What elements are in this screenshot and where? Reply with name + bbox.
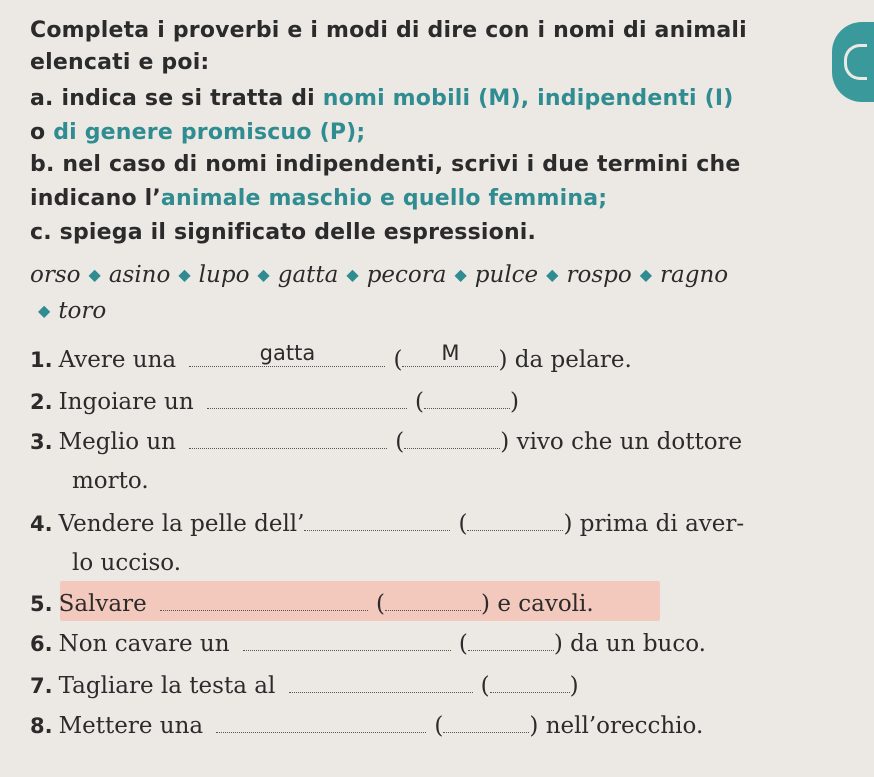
instruction-line-2: elencati e poi: xyxy=(30,50,210,75)
answer-blank-3[interactable] xyxy=(189,428,387,449)
instruction-line-7: c. spiega il significato delle espressioni. xyxy=(30,220,537,245)
diamond-icon: ◆ xyxy=(178,265,191,284)
answer-blank-7[interactable] xyxy=(289,672,473,693)
type-blank-2[interactable] xyxy=(424,388,510,409)
instruction-line-3: a. indica se si tratta di nomi mobili (M), indipendenti (I) xyxy=(30,86,734,111)
answer-blank-2[interactable] xyxy=(207,388,407,409)
answer-blank-5[interactable] xyxy=(160,590,368,611)
animal-word: orso xyxy=(30,262,81,288)
type-blank-8[interactable] xyxy=(443,712,529,733)
answer-blank-8[interactable] xyxy=(216,712,426,733)
exercise-3: 3. Meglio un ( ) vivo che un dottore xyxy=(30,429,743,455)
animal-word: pulce xyxy=(474,262,539,288)
diamond-icon: ◆ xyxy=(546,265,559,284)
instruction-line-5: b. nel caso di nomi indipendenti, scrivi i due termini che xyxy=(30,152,741,177)
exercise-4-cont: lo ucciso. xyxy=(72,550,182,576)
type-blank-4[interactable] xyxy=(467,510,563,531)
animal-word: rospo xyxy=(566,262,632,288)
exercise-3-cont: morto. xyxy=(72,468,149,494)
type-blank-3[interactable] xyxy=(404,428,500,449)
animal-word: toro xyxy=(58,298,107,324)
exercise-7: 7. Tagliare la testa al ( ) xyxy=(30,673,579,699)
instruction-line-6: indicano l’animale maschio e quello femmina; xyxy=(30,186,608,211)
answer-blank-4[interactable] xyxy=(304,510,450,531)
animal-word: lupo xyxy=(198,262,250,288)
tab-marker-icon xyxy=(844,44,867,80)
diamond-icon: ◆ xyxy=(346,265,359,284)
type-blank-6[interactable] xyxy=(468,630,554,651)
type-blank-5[interactable] xyxy=(385,590,481,611)
animal-word: gatta xyxy=(277,262,339,288)
animal-list-line-1 xyxy=(30,262,728,288)
animal-word: asino xyxy=(108,262,171,288)
instruction-line-4: o di genere promiscuo (P); xyxy=(30,120,366,145)
type-blank-7[interactable] xyxy=(490,672,570,693)
animal-word: pecora xyxy=(366,262,447,288)
animal-list-line-2 xyxy=(30,298,106,324)
exercise-1: 1. Avere una gatta ( M ) da pelare. xyxy=(30,341,632,373)
diamond-icon: ◆ xyxy=(454,265,467,284)
exercise-8: 8. Mettere una ( ) nell’orecchio. xyxy=(30,713,704,739)
instruction-line-1: Completa i proverbi e i modi di dire con i nomi di animali xyxy=(30,18,747,43)
type-blank-1[interactable]: M xyxy=(402,346,498,367)
exercise-2: 2. Ingoiare un ( ) xyxy=(30,389,519,415)
diamond-icon: ◆ xyxy=(257,265,270,284)
diamond-icon: ◆ xyxy=(38,301,51,320)
exercise-6: 6. Non cavare un ( ) da un buco. xyxy=(30,631,706,657)
answer-blank-1[interactable]: gatta xyxy=(189,346,385,367)
animal-word: ragno xyxy=(660,262,729,288)
diamond-icon: ◆ xyxy=(88,265,101,284)
diamond-icon: ◆ xyxy=(639,265,653,284)
exercise-5: 5. Salvare ( ) e cavoli. xyxy=(30,591,594,617)
answer-blank-6[interactable] xyxy=(243,630,451,651)
exercise-4: 4. Vendere la pelle dell’ ( ) prima di aver- xyxy=(30,511,745,537)
